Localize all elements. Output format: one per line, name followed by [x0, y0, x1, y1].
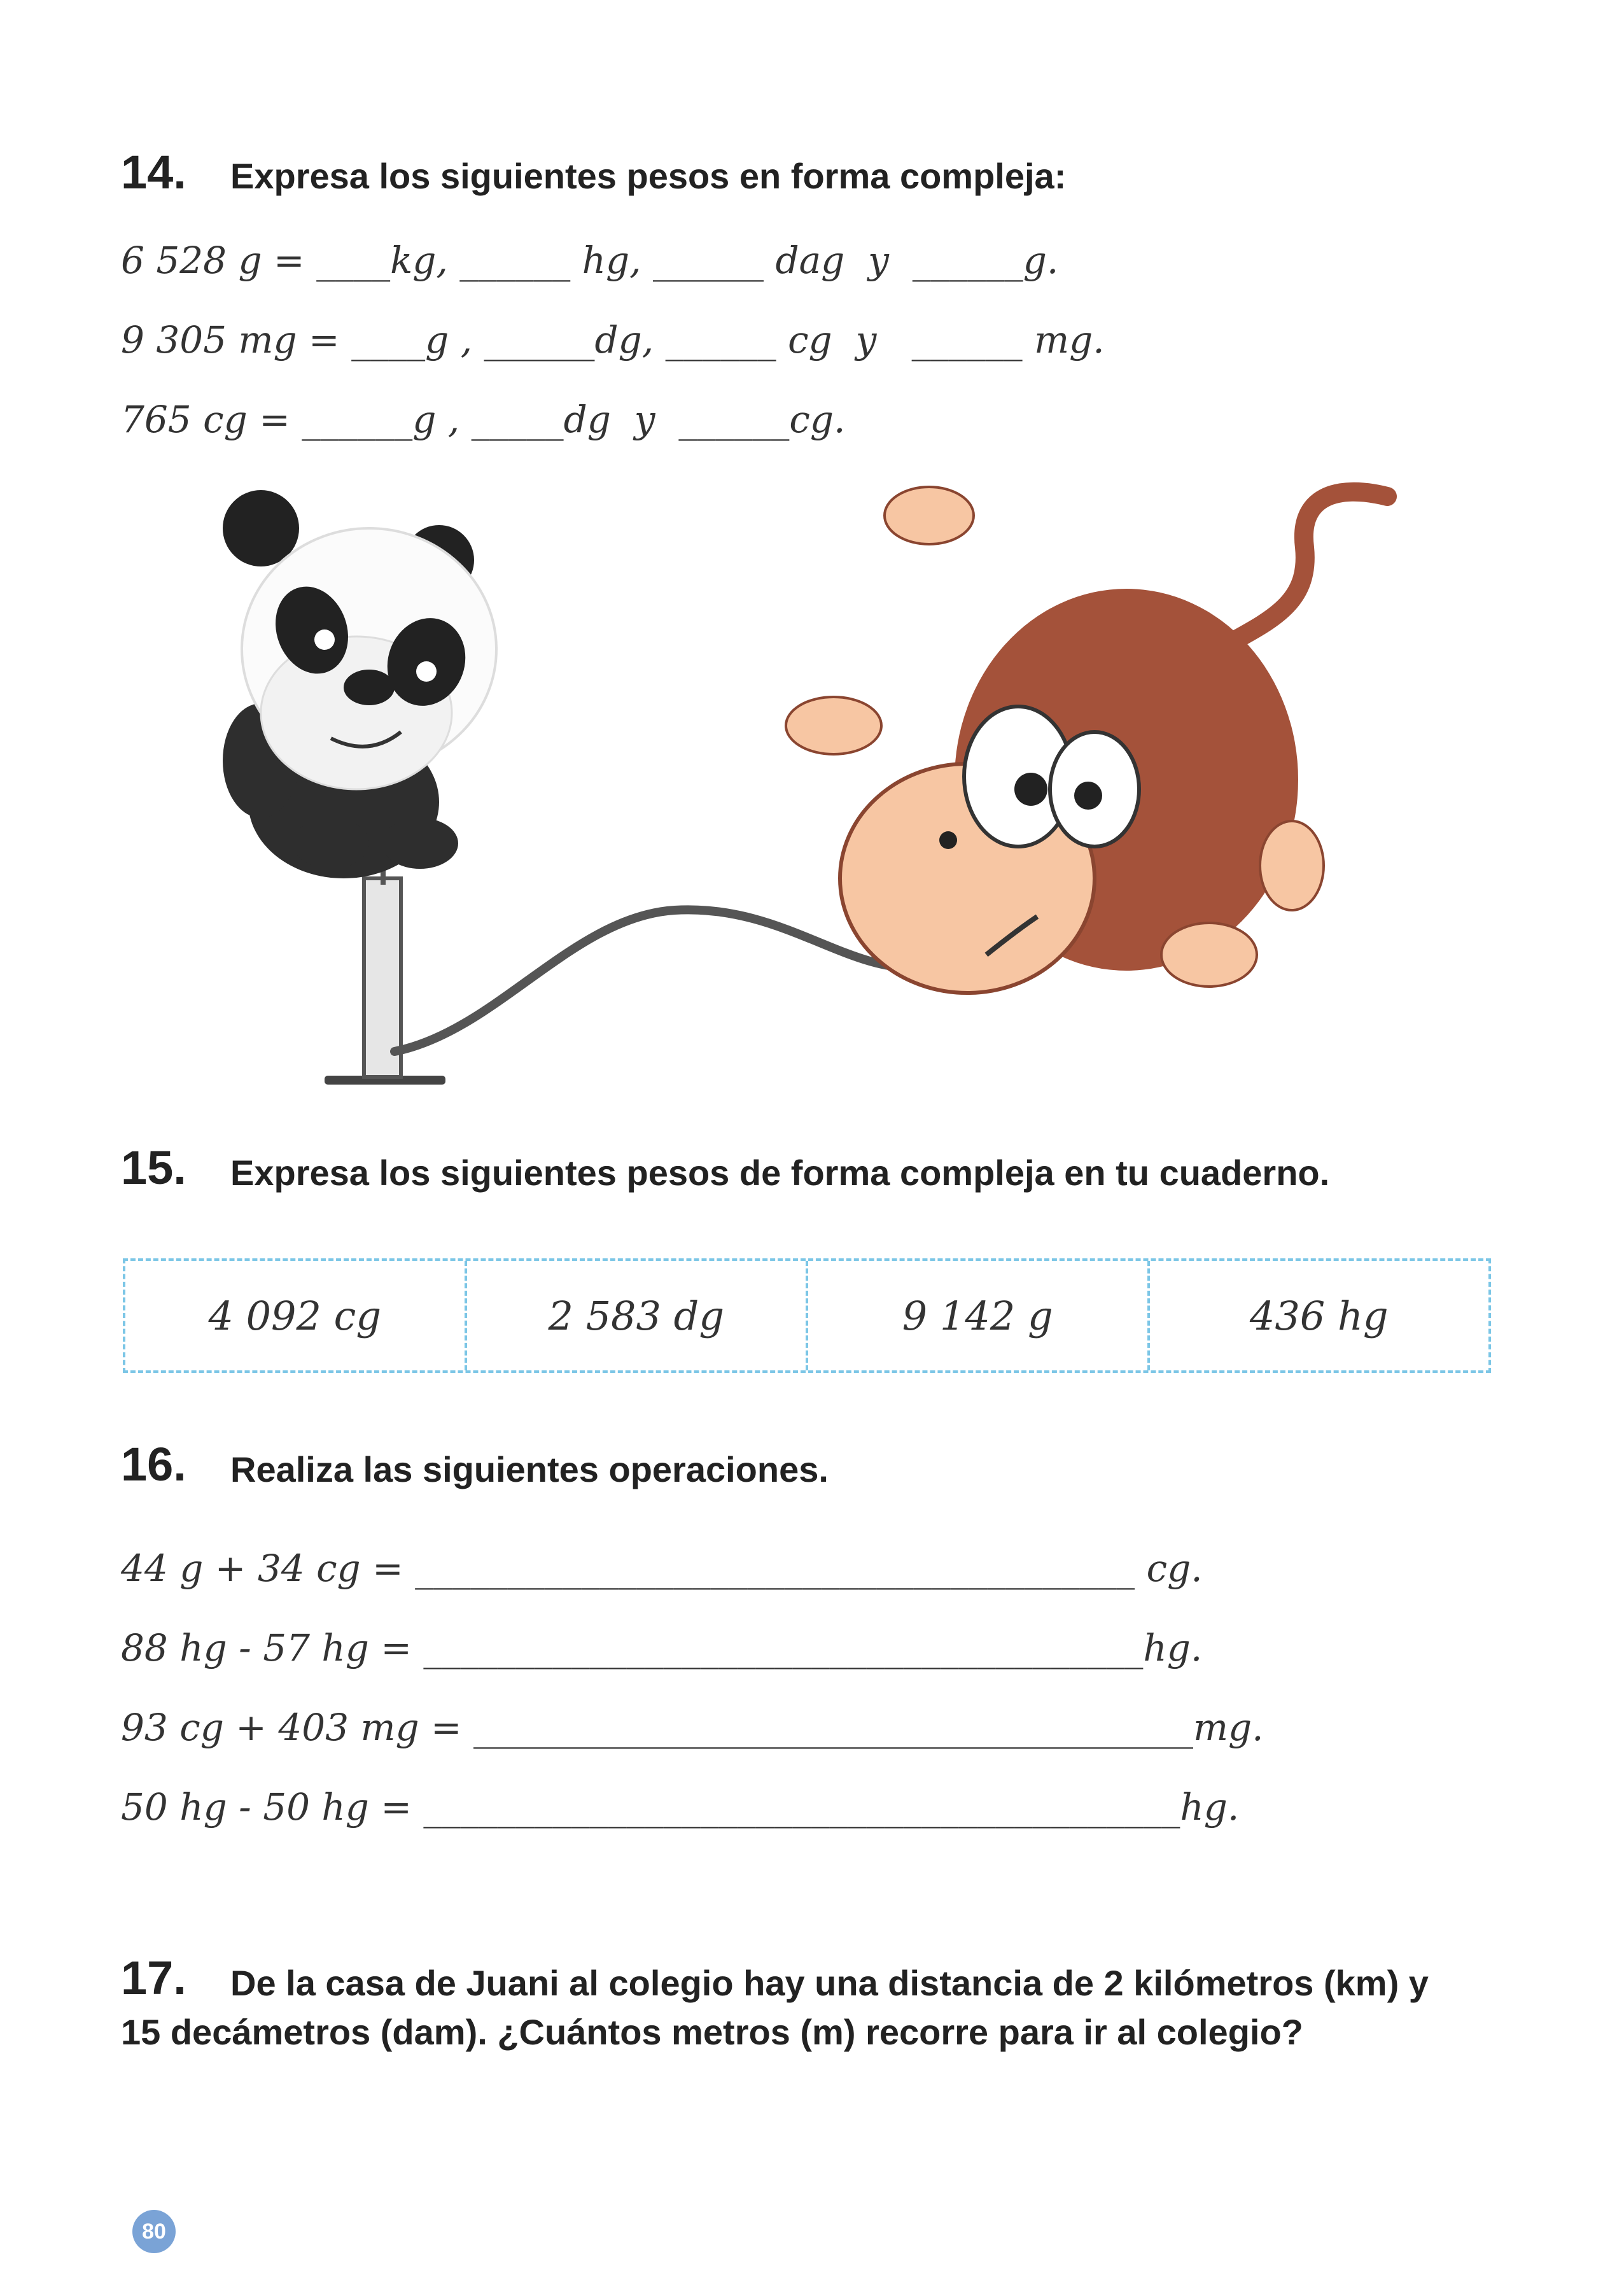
exercise-15-number: 15.: [121, 1141, 186, 1194]
exercise-15-title: Expresa los siguientes pesos de forma compleja en tu cuaderno.: [230, 1153, 1330, 1193]
operation-line: 88 hg - 57 hg = _______________________________________hg.: [121, 1626, 1203, 1670]
weight-cell: 2 583 dg: [465, 1261, 806, 1370]
exercise-14-line: 9 305 mg = ____g , ______dg, ______ cg y ______ mg.: [121, 318, 1105, 362]
exercise-14-line: 6 528 g = ____kg, ______ hg, ______ dag y ______g.: [121, 239, 1059, 282]
monkey: [786, 487, 1387, 993]
weight-cell: 9 142 g: [806, 1261, 1147, 1370]
exercise-17-number: 17.: [121, 1951, 186, 2004]
exercise-14-line: 765 cg = ______g , _____dg y ______cg.: [121, 398, 846, 441]
exercise-17-title-line1: De la casa de Juani al colegio hay una distancia de 2 kilómetros (km) y: [230, 1963, 1429, 2003]
exercise-14-title: Expresa los siguientes pesos en forma compleja:: [230, 156, 1067, 196]
weight-cell: 436 hg: [1147, 1261, 1489, 1370]
exercise-16-number: 16.: [121, 1438, 186, 1491]
exercise-16-title: Realiza las siguientes operaciones.: [230, 1449, 829, 1489]
exercise-17-title-line2: 15 decámetros (dam). ¿Cuántos metros (m) recorre para ir al colegio?: [121, 2012, 1303, 2052]
weight-cell: 4 092 cg: [208, 1292, 382, 1339]
weights-box: [123, 1258, 1491, 1373]
panda: [223, 490, 496, 878]
exercise-14-number: 14.: [121, 146, 186, 199]
operation-line: 93 cg + 403 mg = _______________________________________mg.: [121, 1706, 1264, 1749]
panda-monkey-illustration: [115, 471, 1489, 1095]
operation-line: 44 g + 34 cg = _______________________________________ cg.: [121, 1547, 1203, 1590]
page-number-badge: 80: [132, 2210, 176, 2253]
operation-line: 50 hg - 50 hg = _________________________________________hg.: [121, 1785, 1240, 1829]
